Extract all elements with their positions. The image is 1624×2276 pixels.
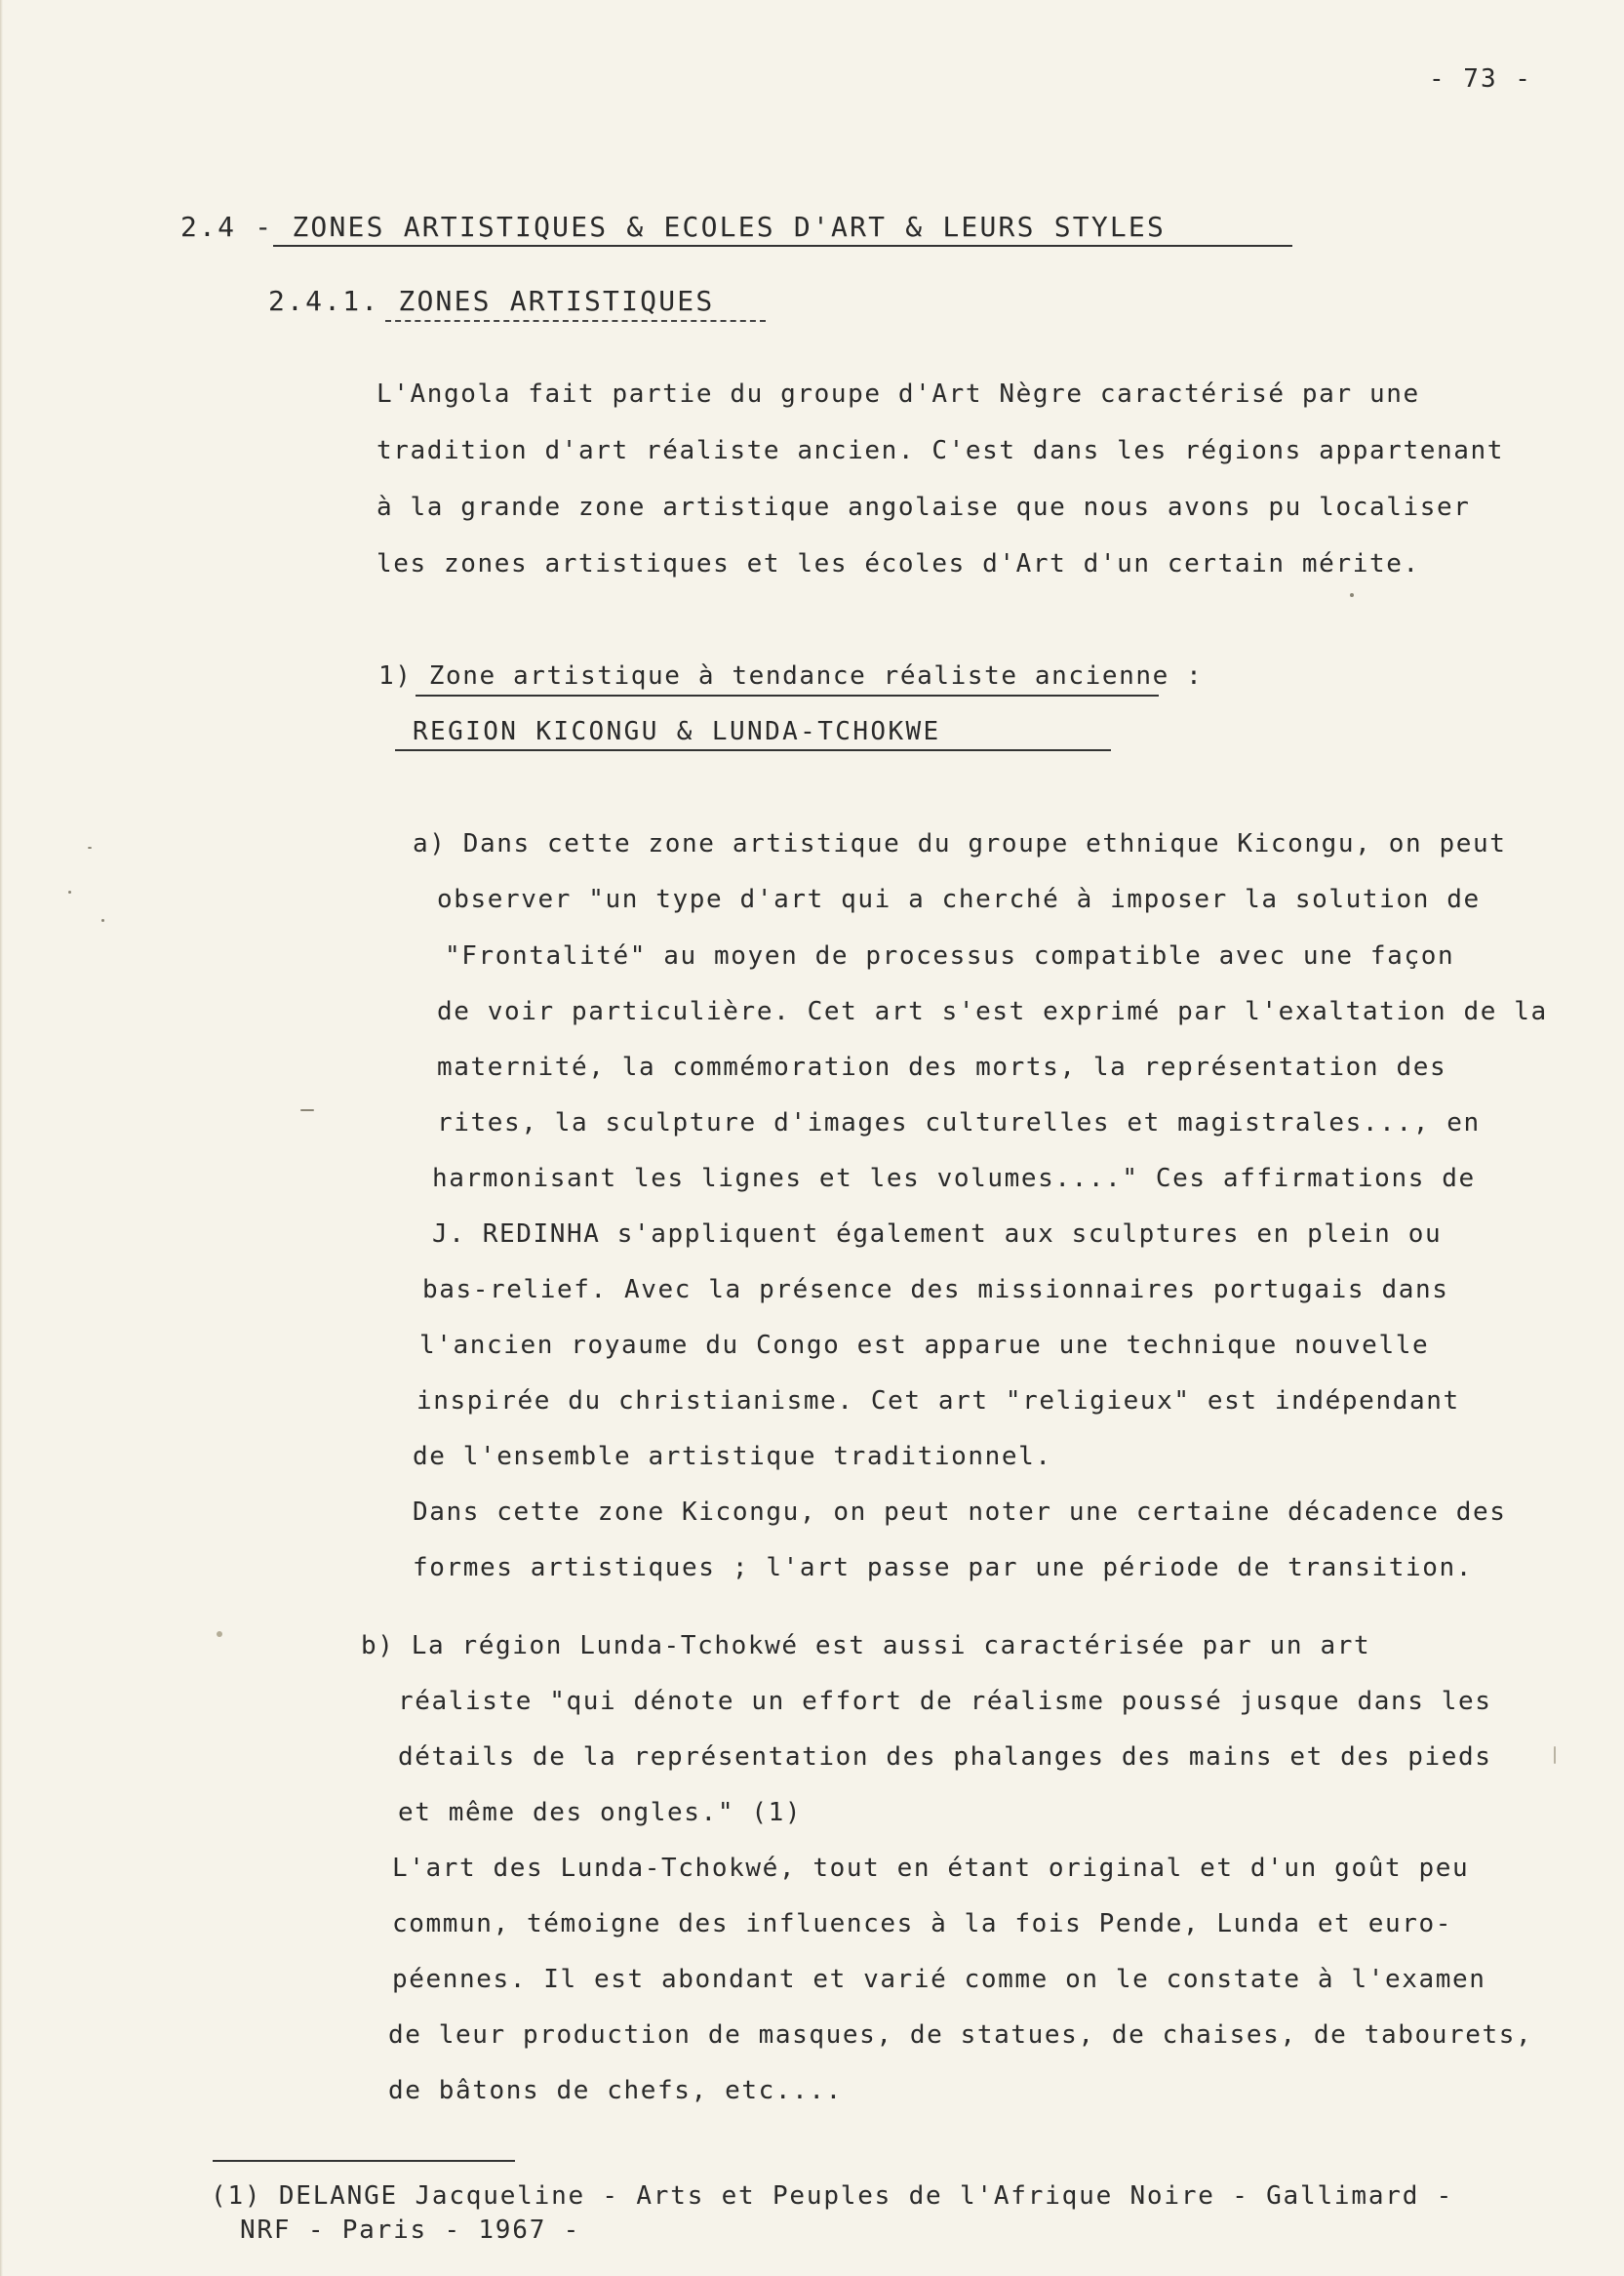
page-edge-shadow [0, 0, 3, 2276]
para-b-line: détails de la représentation des phalanges des mains et des pieds [398, 1742, 1492, 1772]
para-a-line: l'ancien royaume du Congo est apparue une technique nouvelle [419, 1331, 1430, 1360]
zone-region: REGION KICONGU & LUNDA-TCHOKWE [413, 717, 941, 746]
para-a-line: inspirée du christianisme. Cet art "religieux" est indépendant [416, 1386, 1460, 1416]
page-number: - 73 - [1429, 64, 1532, 94]
intro-line: à la grande zone artistique angolaise que nous avons pu localiser [376, 493, 1471, 522]
footnote-separator [213, 2160, 515, 2162]
footnote-line: NRF - Paris - 1967 - [240, 2216, 581, 2245]
scan-speck [88, 847, 92, 849]
para-a-line: de voir particulière. Cet art s'est exprimé par l'exaltation de la [437, 997, 1548, 1026]
para-a-line: maternité, la commémoration des morts, la représentation des [437, 1053, 1447, 1082]
scan-speck [300, 1109, 314, 1111]
subsection-heading: 2.4.1. ZONES ARTISTIQUES [268, 285, 715, 317]
para-a-line: rites, la sculpture d'images culturelles et magistrales..., en [437, 1108, 1481, 1138]
subsection-heading-underline [385, 320, 766, 322]
para-b-line: réaliste "qui dénote un effort de réalisme poussé jusque dans les [398, 1687, 1492, 1716]
intro-line: les zones artistiques et les écoles d'Art d'un certain mérite. [376, 549, 1420, 579]
para-a-line: de l'ensemble artistique traditionnel. [413, 1442, 1052, 1471]
zone-title-underline [416, 695, 1159, 697]
para-a-line: "Frontalité" au moyen de processus compatible avec une façon [445, 941, 1455, 971]
para-a-line: observer "un type d'art qui a cherché à imposer la solution de [437, 885, 1481, 914]
para-b-line: et même des ongles." (1) [398, 1798, 803, 1827]
para-a-line: J. REDINHA s'appliquent également aux sculptures en plein ou [432, 1219, 1443, 1249]
section-heading-underline [273, 245, 1292, 247]
scan-speck [1554, 1746, 1556, 1764]
para-b-line: L'art des Lunda-Tchokwé, tout en étant original et d'un goût peu [392, 1854, 1470, 1883]
scan-speck [68, 891, 71, 894]
zone-title: 1) Zone artistique à tendance réaliste ancienne : [378, 661, 1204, 691]
para-a-line: Dans cette zone Kicongu, on peut noter une certaine décadence des [413, 1497, 1507, 1527]
scan-speck [217, 1631, 222, 1637]
scan-speck [1350, 593, 1354, 597]
para-b-line: b) La région Lunda-Tchokwé est aussi caractérisée par un art [361, 1631, 1371, 1660]
para-b-line: de bâtons de chefs, etc.... [388, 2076, 843, 2105]
zone-region-underline [395, 749, 1111, 751]
para-a-line: formes artistiques ; l'art passe par une période de transition. [413, 1553, 1473, 1582]
scan-speck [101, 919, 104, 922]
intro-line: L'Angola fait partie du groupe d'Art Nègre caractérisé par une [376, 379, 1420, 409]
para-a-line: harmonisant les lignes et les volumes...." Ces affirmations de [432, 1164, 1476, 1193]
para-a-line: a) Dans cette zone artistique du groupe ethnique Kicongu, on peut [413, 829, 1507, 858]
footnote-line: (1) DELANGE Jacqueline - Arts et Peuples de l'Afrique Noire - Gallimard - [211, 2181, 1454, 2211]
para-a-line: bas-relief. Avec la présence des missionnaires portugais dans [422, 1275, 1449, 1304]
intro-line: tradition d'art réaliste ancien. C'est dans les régions appartenant [376, 436, 1504, 465]
para-b-line: péennes. Il est abondant et varié comme on le constate à l'examen [392, 1965, 1486, 1994]
para-b-line: commun, témoigne des influences à la fois Pende, Lunda et euro- [392, 1909, 1452, 1938]
section-heading: 2.4 - ZONES ARTISTIQUES & ECOLES D'ART & LEURS STYLES [180, 211, 1167, 243]
para-b-line: de leur production de masques, de statues, de chaises, de tabourets, [388, 2020, 1533, 2050]
